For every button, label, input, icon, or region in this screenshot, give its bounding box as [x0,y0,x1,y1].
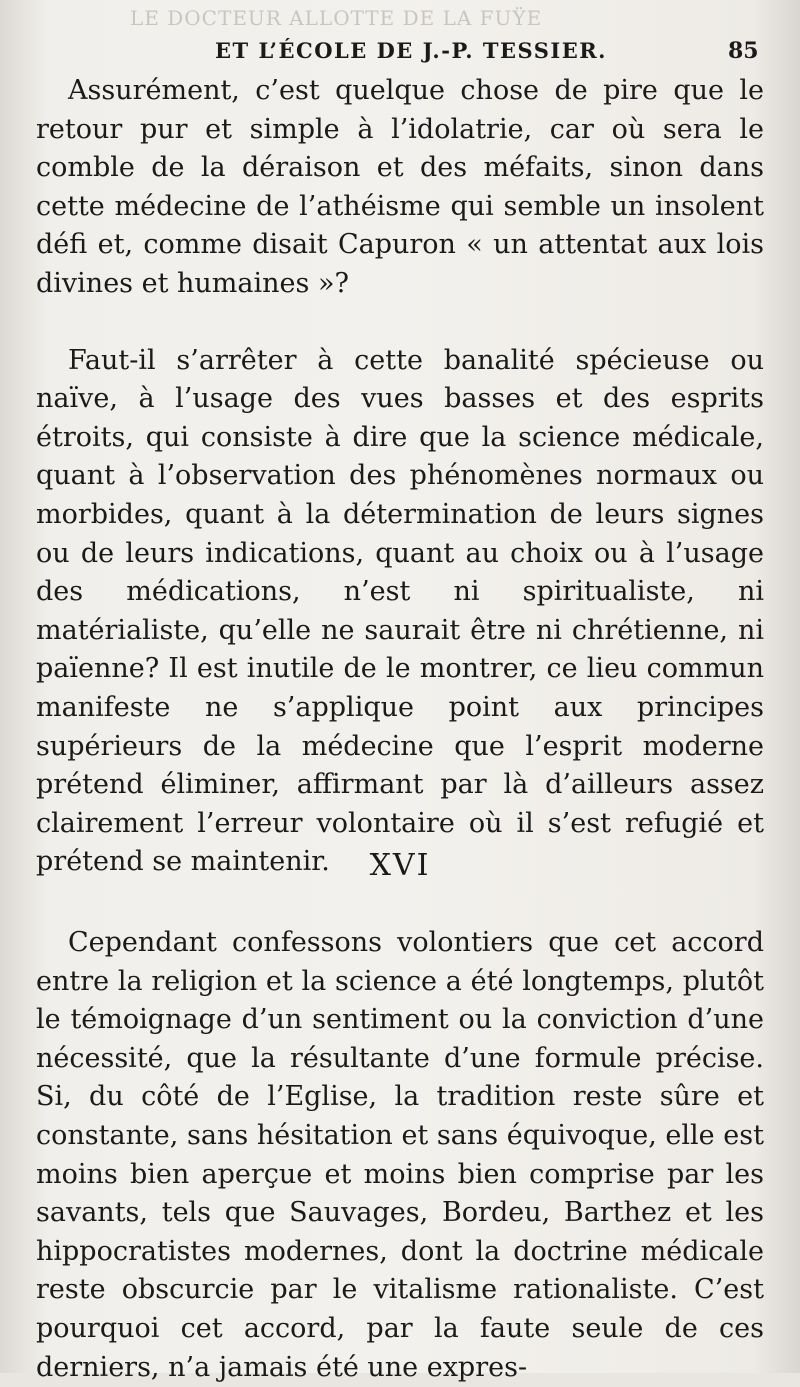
page-number: 85 [728,38,759,64]
section-body [36,924,764,1387]
page-header [0,36,800,66]
paragraph-1: Assurément, c’est quelque chose de pire que le retour pur et simple à l’idolatrie, car où sera le comble de la déraison et des méfaits, sinon dans cette médecine de l’athéisme qui semble un insolent défi et, comme disait Capuron « un attentat aux lois divines et humaines »? [36,75,764,299]
paragraph-3: Cependant confessons volontiers que cet accord entre la religion et la science a été longtemps, plutôt le témoignage d’un sentiment ou la conviction d’une nécessité, que la résultante d’une formule précise. Si, du côté de l’Eglise, la tradition reste sûre et constante, sans hésitation et sans équivoque, elle est moins bien aperçue et moins bien comprise par les savants, tels que Sauvages, Bordeu, Barthez et les hippocratistes modernes, dont la doctrine médicale reste obscurcie par le vitalisme rationaliste. C’est pourquoi cet accord, par la faute seule de ces derniers, n’a jamais été une expres- [36,927,764,1383]
paragraph-2: Faut-il s’arrêter à cette banalité spécieuse ou naïve, à l’usage des vues basses et des esprits étroits, qui consiste à dire que la science médicale, quant à l’observation des phénomènes normaux ou morbides, quant à la détermination de leurs signes ou de leurs indications, quant au choix ou à l’usage des médications, n’est ni spiritualiste, ni matérialiste, qu’elle ne saurait être ni chrétienne, ni païenne? Il est inutile de le montrer, ce lieu commun manifeste ne s’applique point aux principes supérieurs de la médecine que l’esprit moderne prétend éliminer, affirmant par là d’ailleurs assez clairement l’erreur volontaire où il s’est refugié et prétend se maintenir. [36,344,764,878]
body-text [36,72,764,882]
running-head: ET L’ÉCOLE DE J.-P. TESSIER. [215,38,607,63]
bleed-through-text: LE DOCTEUR ALLOTTE DE LA FUŸE [130,6,543,30]
section-heading: XVI [369,848,431,883]
